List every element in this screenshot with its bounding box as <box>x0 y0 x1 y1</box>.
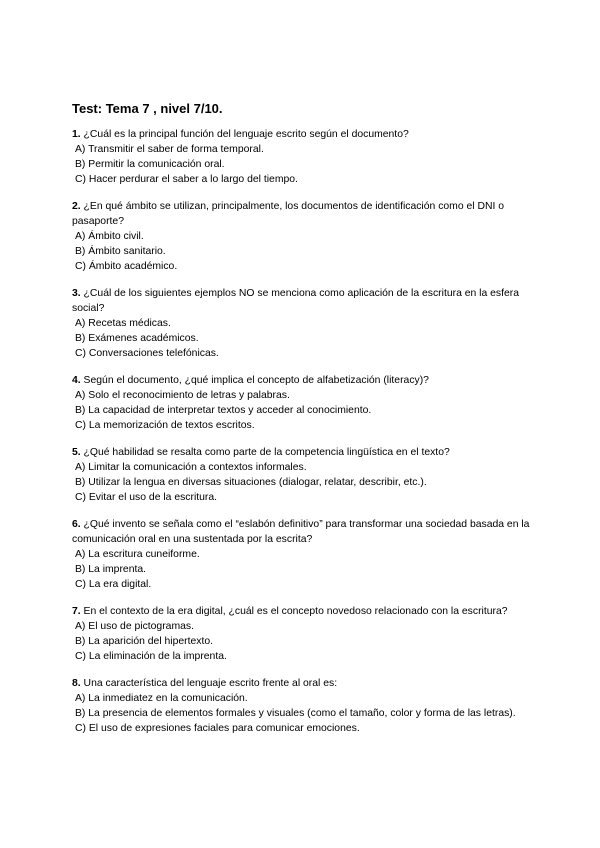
answer-option-c: C) La memorización de textos escritos. <box>75 420 255 431</box>
question-prompt: ¿Cuál de los siguientes ejemplos NO se menciona como aplicación de la escritura en la esfera social? <box>72 288 520 314</box>
question-prompt: Según el documento, ¿qué implica el concepto de alfabetización (literacy)? <box>80 375 429 386</box>
answer-option-c: C) Ámbito académico. <box>75 261 178 272</box>
question-number: 2. <box>72 201 81 212</box>
answer-option-c: C) La era digital. <box>75 579 152 590</box>
test-title: Test: Tema 7 , nivel 7/10. <box>72 101 223 116</box>
question-prompt: ¿En qué ámbito se utilizan, principalmente, los documentos de identificación como el DNI o pasaporte? <box>72 201 505 227</box>
answer-option-a: A) Transmitir el saber de forma temporal. <box>75 144 264 155</box>
answer-option-a: A) La escritura cuneiforme. <box>75 549 200 560</box>
question-text <box>72 676 532 691</box>
answer-option-a: A) La inmediatez en la comunicación. <box>75 693 248 704</box>
answer-option-b: B) La aparición del hipertexto. <box>75 636 214 647</box>
answer-option-c: C) Hacer perdurar el saber a lo largo del tiempo. <box>75 174 298 185</box>
answer-options <box>72 229 532 274</box>
question-5 <box>72 445 532 505</box>
question-4 <box>72 373 532 433</box>
question-list <box>72 127 532 748</box>
answer-option-b: B) La capacidad de interpretar textos y acceder al conocimiento. <box>75 405 372 416</box>
answer-option-b: B) La imprenta. <box>75 564 147 575</box>
question-7 <box>72 604 532 664</box>
question-6 <box>72 517 532 592</box>
question-1 <box>72 127 532 187</box>
answer-option-c: C) Evitar el uso de la escritura. <box>75 492 218 503</box>
question-number: 6. <box>72 519 81 530</box>
question-text <box>72 286 532 316</box>
answer-option-c: C) La eliminación de la imprenta. <box>75 651 227 662</box>
answer-option-c: C) Conversaciones telefónicas. <box>75 348 219 359</box>
answer-option-b: B) La presencia de elementos formales y visuales (como el tamaño, color y forma de las letras). <box>75 708 516 719</box>
question-prompt: ¿Qué invento se señala como el “eslabón definitivo” para transformar una sociedad basada en la comunicación oral en una sustentada por la escrita? <box>72 519 530 545</box>
question-prompt: ¿Qué habilidad se resalta como parte de la competencia lingüística en el texto? <box>80 447 450 458</box>
question-prompt: ¿Cuál es la principal función del lenguaje escrito según el documento? <box>80 129 409 140</box>
answer-option-b: B) Utilizar la lengua en diversas situaciones (dialogar, relatar, describir, etc.). <box>75 477 427 488</box>
question-number: 7. <box>72 606 81 617</box>
question-8 <box>72 676 532 736</box>
question-text <box>72 517 532 547</box>
answer-option-b: B) Exámenes académicos. <box>75 333 199 344</box>
answer-options <box>72 691 532 736</box>
question-number: 5. <box>72 447 81 458</box>
question-text <box>72 127 532 142</box>
question-prompt: Una característica del lenguaje escrito frente al oral es: <box>80 678 338 689</box>
answer-option-b: B) Permitir la comunicación oral. <box>75 159 225 170</box>
question-prompt: En el contexto de la era digital, ¿cuál es el concepto novedoso relacionado con la escritura? <box>80 606 508 617</box>
question-number: 1. <box>72 129 81 140</box>
question-text <box>72 445 532 460</box>
question-2 <box>72 199 532 274</box>
question-text <box>72 604 532 619</box>
answer-option-a: A) Limitar la comunicación a contextos informales. <box>75 462 307 473</box>
answer-option-a: A) El uso de pictogramas. <box>75 621 194 632</box>
question-text <box>72 373 532 388</box>
question-text <box>72 199 532 229</box>
answer-options <box>72 316 532 361</box>
question-number: 4. <box>72 375 81 386</box>
answer-option-b: B) Ámbito sanitario. <box>75 246 166 257</box>
question-3 <box>72 286 532 361</box>
answer-options <box>72 388 532 433</box>
answer-option-a: A) Ámbito civil. <box>75 231 144 242</box>
answer-options <box>72 142 532 187</box>
answer-option-a: A) Solo el reconocimiento de letras y palabras. <box>75 390 290 401</box>
answer-options <box>72 460 532 505</box>
answer-option-a: A) Recetas médicas. <box>75 318 171 329</box>
answer-option-c: C) El uso de expresiones faciales para comunicar emociones. <box>75 723 360 734</box>
question-number: 8. <box>72 678 81 689</box>
answer-options <box>72 619 532 664</box>
answer-options <box>72 547 532 592</box>
question-number: 3. <box>72 288 81 299</box>
